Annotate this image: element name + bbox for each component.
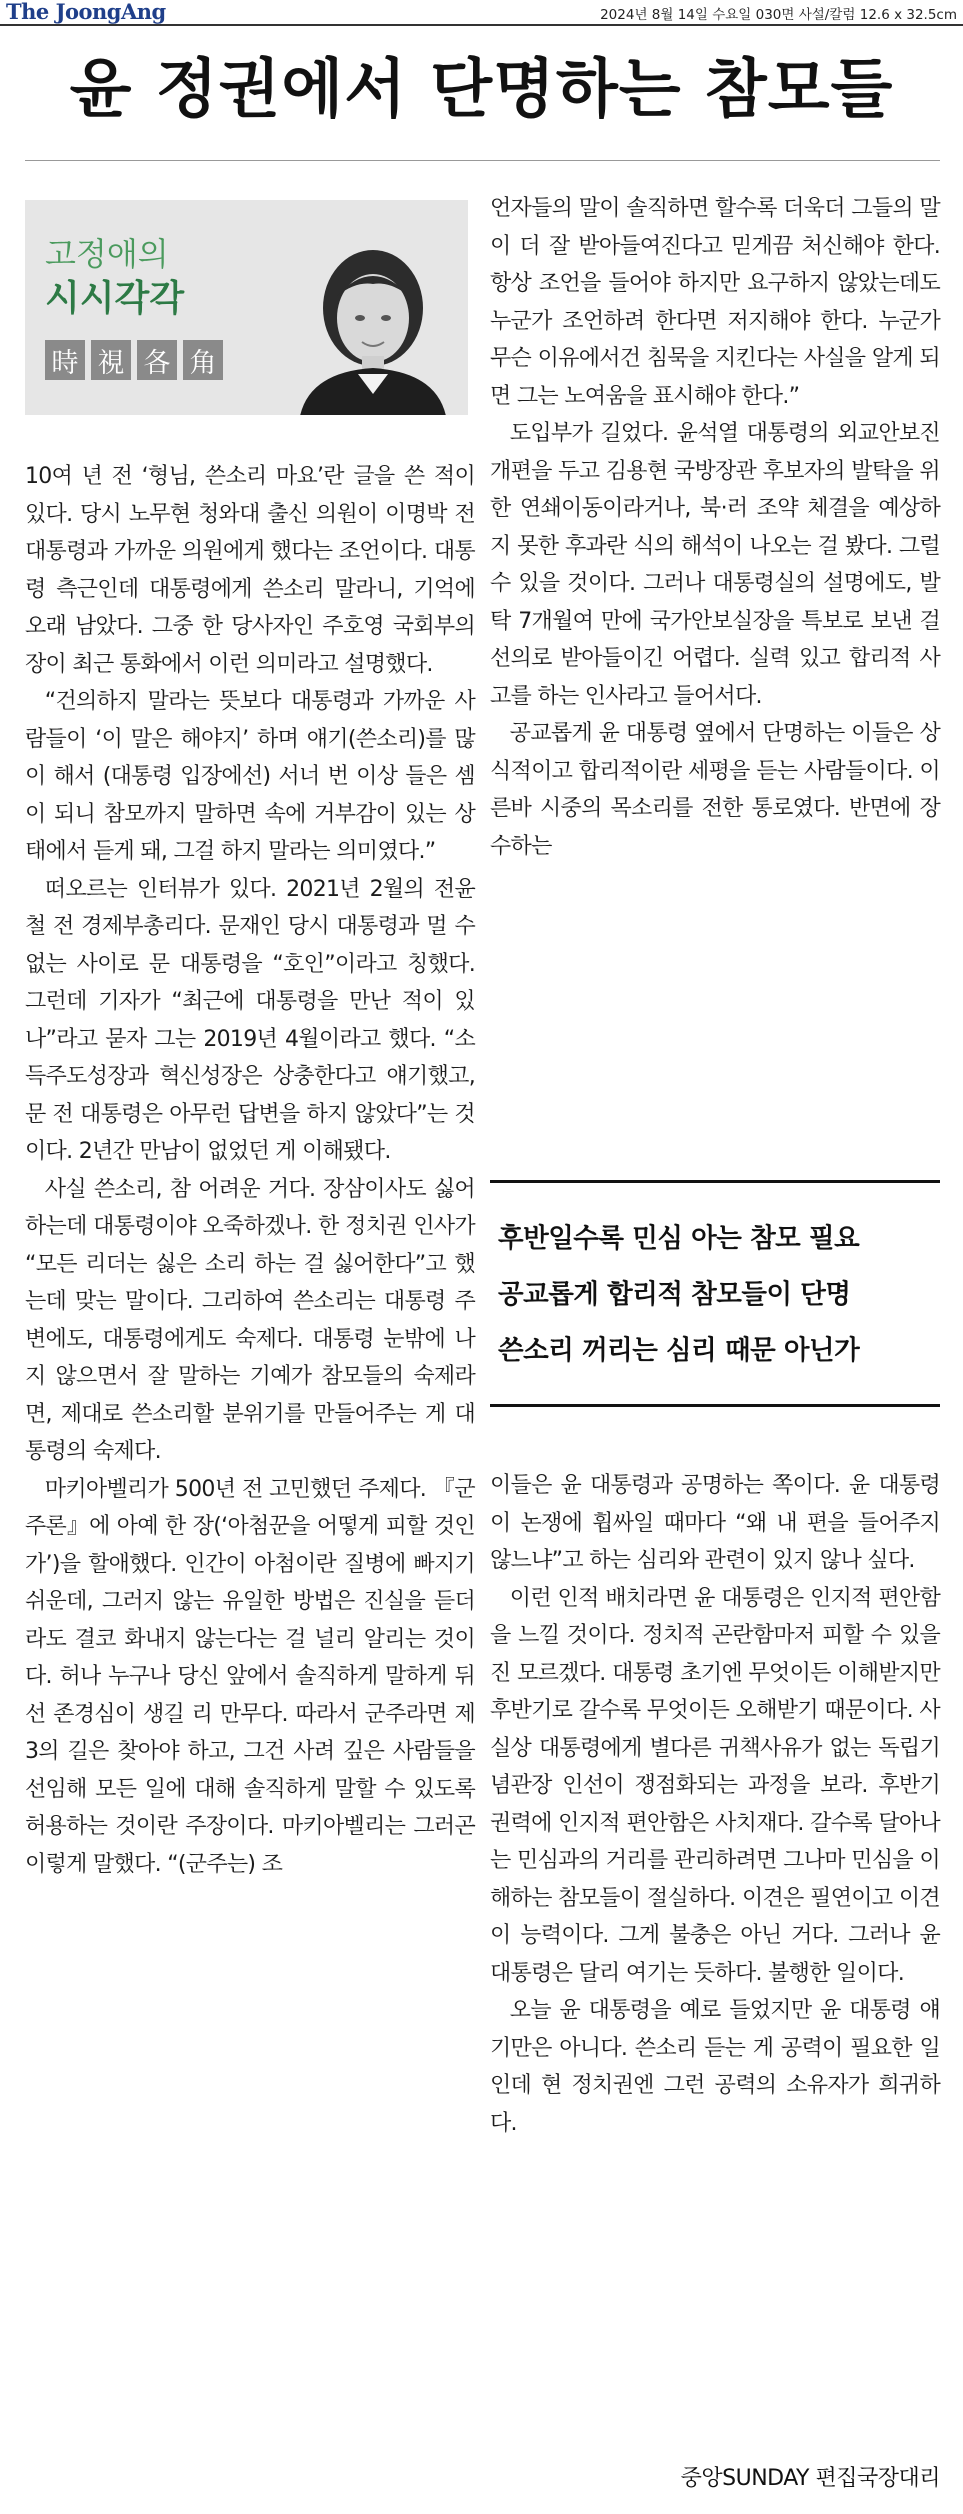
pull-quote-bottom-rule bbox=[490, 1404, 940, 1407]
masthead bbox=[0, 0, 963, 24]
pull-quote-line: 후반일수록 민심 아는 참모 필요 bbox=[498, 1223, 860, 1254]
body-paragraph: 사실 쓴소리, 참 어려운 거다. 장삼이사도 싫어하는데 대통령이야 오죽하겠나. 한 정치권 인사가 “모든 리더는 싫은 소리 하는 걸 싫어한다”고 했는데 맞는 말이다. 그리하여 쓴소리는 대통령 주변에도, 대통령에게도 숙제다. 대통령 눈밖에 나지 않으면서 잘 말하는 기예가 참모들의 숙제라면, 제대로 쓴소리할 분위기를 만들어주는 게 대통령의 숙제다. bbox=[25, 1176, 475, 1464]
body-paragraph: 도입부가 길었다. 윤석열 대통령의 외교안보진 개편을 두고 김용현 국방장관 후보자의 발탁을 위한 연쇄이동이라거나, 북·러 조약 체결을 예상하지 못한 후과란 식의 해석이 나오는 걸 봤다. 그럴 수 있을 것이다. 그러나 대통령실의 설명에도, 발탁 7개월여 만에 국가안보실장을 특보로 보낸 걸 선의로 받아들이긴 어렵다. 실력 있고 합리적 사고를 하는 인사라고 들어서다. bbox=[490, 421, 940, 709]
article-headline: 윤 정권에서 단명하는 참모들 bbox=[69, 53, 894, 127]
pull-quote bbox=[490, 1180, 940, 1410]
pull-quote-line: 공교롭게 합리적 참모들이 단명 bbox=[498, 1279, 851, 1310]
hanja-tile: 時 bbox=[45, 340, 85, 380]
body-paragraph: 10여 년 전 ‘형님, 쓴소리 마요’란 글을 쓴 적이 있다. 당시 노무현 청와대 출신 의원이 이명박 전 대통령과 가까운 의원에게 했다는 조언이다. 대통령 측근인데 대통령에게 쓴소리 말라니, 기억에 오래 남았다. 그중 한 당사자인 주호영 국회부의장이 최근 통화에서 이런 의미라고 설명했다. bbox=[25, 464, 475, 677]
author-portrait bbox=[290, 226, 455, 415]
pull-quote-line: 쓴소리 꺼리는 심리 때문 아닌가 bbox=[498, 1335, 860, 1366]
hanja-tile: 各 bbox=[137, 340, 177, 380]
hanja-tiles bbox=[45, 340, 223, 380]
column-series-title: 시시각각 bbox=[45, 278, 185, 319]
article-body-left-column bbox=[25, 458, 475, 1883]
article-body-right-column-top bbox=[490, 190, 940, 865]
newspaper-logo[interactable]: The JoongAng bbox=[6, 0, 166, 24]
body-paragraph: 언자들의 말이 솔직하면 할수록 더욱더 그들의 말이 더 잘 받아들여진다고 믿게끔 처신해야 한다. 항상 조언을 들어야 하지만 요구하지 않았는데도 누군가 조언하려 한다면 저지해야 한다. 누군가 무슨 이유에서건 침묵을 지킨다는 사실을 알게 되면 그는 노여움을 표시해야 한다.” bbox=[490, 196, 940, 409]
body-paragraph: 이들은 윤 대통령과 공명하는 쪽이다. 윤 대통령이 논쟁에 휩싸일 때마다 “왜 내 편을 들어주지 않느냐”고 하는 심리와 관련이 있지 않나 싶다. bbox=[490, 1473, 940, 1573]
body-paragraph: 떠오르는 인터뷰가 있다. 2021년 2월의 전윤철 전 경제부총리다. 문재인 당시 대통령과 멀 수 없는 사이로 문 대통령을 “호인”이라고 칭했다. 그런데 기자가 “최근에 대통령을 만난 적이 있나”라고 묻자 그는 2019년 4월이라고 했다. “소득주도성장과 혁신성장은 상충한다고 얘기했고, 문 전 대통령은 아무런 답변을 하지 않았다”는 것이다. 2년간 만남이 없었던 게 이해됐다. bbox=[25, 876, 475, 1164]
pull-quote-top-rule bbox=[490, 1180, 940, 1183]
masthead-divider bbox=[0, 24, 963, 26]
body-paragraph: “건의하지 말라는 뜻보다 대통령과 가까운 사람들이 ‘이 말은 해야지’ 하며 얘기(쓴소리)를 많이 해서 (대통령 입장에선) 서너 번 이상 들은 셈이 되니 참모까지 말하면 속에 거부감이 있는 상태에서 듣게 돼, 그걸 하지 말라는 의미였다.” bbox=[25, 689, 475, 864]
headline-divider bbox=[25, 160, 940, 161]
hanja-tile: 視 bbox=[91, 340, 131, 380]
body-paragraph: 오늘 윤 대통령을 예로 들었지만 윤 대통령 얘기만은 아니다. 쓴소리 듣는 게 공력이 필요한 일인데 현 정치권엔 그런 공력의 소유자가 희귀하다. bbox=[490, 1998, 940, 2136]
body-paragraph: 공교롭게 윤 대통령 옆에서 단명하는 이들은 상식적이고 합리적이란 세평을 듣는 사람들이다. 이른바 시중의 목소리를 전한 통로였다. 반면에 장수하는 bbox=[490, 721, 940, 859]
body-paragraph: 이런 인적 배치라면 윤 대통령은 인지적 편안함을 느낄 것이다. 정치적 곤란함마저 피할 수 있을진 모르겠다. 대통령 초기엔 무엇이든 이해받지만 후반기로 갈수록 무엇이든 오해받기 때문이다. 사실상 대통령에게 별다른 귀책사유가 없는 독립기념관장 인선이 쟁점화되는 과정을 보라. 후반기 권력에 인지적 편안함은 사치재다. 갈수록 달아나는 민심과의 거리를 관리하려면 그나마 민심을 이해하는 참모들이 절실하다. 이견은 필연이고 이견이 능력이다. 그게 불충은 아닌 거다. 그러나 윤 대통령은 달리 여기는 듯하다. 불행한 일이다. bbox=[490, 1585, 940, 1986]
column-author-label: 고정애의 bbox=[45, 235, 169, 273]
publication-info: 2024년 8월 14일 수요일 030면 사설/칼럼 12.6 x 32.5cm bbox=[600, 7, 957, 23]
hanja-tile: 角 bbox=[183, 340, 223, 380]
column-banner bbox=[25, 200, 468, 415]
author-byline: 중앙SUNDAY 편집국장대리 bbox=[680, 2466, 940, 2491]
body-paragraph: 마키아벨리가 500년 전 고민했던 주제다. 『군주론』에 아예 한 장(‘아첨꾼을 어떻게 피할 것인가’)을 할애했다. 인간이 아첨이란 질병에 빠지기 쉬운데, 그러지 않는 유일한 방법은 진실을 듣더라도 결코 화내지 않는다는 걸 널리 알리는 것이다. 허나 누구나 당신 앞에서 솔직하게 말하게 뒤선 존경심이 생길 리 만무다. 따라서 군주라면 제3의 길은 찾아야 하고, 그건 사려 깊은 사람들을 선임해 모든 일에 대해 솔직하게 말할 수 있도록 허용하는 것이란 주장이다. 마키아벨리는 그러곤 이렇게 말했다. “(군주는) 조 bbox=[25, 1476, 475, 1877]
article-body-right-column-bottom bbox=[490, 1467, 940, 2142]
